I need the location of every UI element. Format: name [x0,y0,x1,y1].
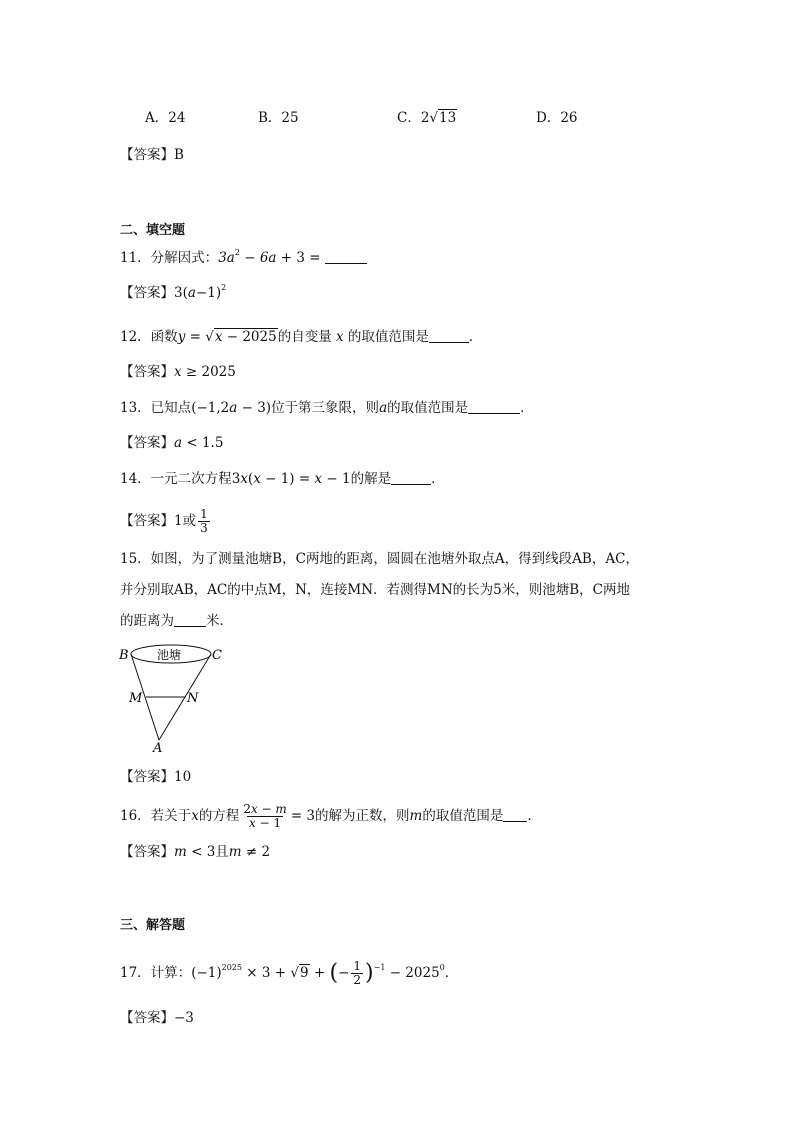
question-15-line3: 的距离为 米． [120,613,233,629]
question-12: 12．函数y = √x − 2025的自变量 x 的取值范围是 ． [120,329,483,345]
option-d: D．26 [536,110,578,126]
question-13: 13．已知点(−1,2a − 3)位于第三象限，则a的取值范围是 ． [120,400,534,416]
question-15-line1: 15．如图，为了测量池塘B，C两地的距离，圆圆在池塘外取点A，得到线段AB，AC， [120,551,639,567]
question-16: 16．若关于x的方程 $\frac{2x - m}{x - 1}$ = 3的解为正数，则m的取值范围是 ． [120,802,541,830]
question-11: 11．分解因式：$3a^2 - 6a + 3$ = [120,248,367,268]
question-14: 14．一元二次方程3x(x − 1) = x − 1的解是 ． [120,471,445,487]
answer-q14: 【答案】1或 $\frac{1}{3}$ [120,507,208,535]
section-heading-solve: 三、解答题 [120,918,186,933]
point-c-label: C [212,648,222,663]
point-n-label: N [187,691,199,706]
answer-q17: 【答案】−3 [120,1010,194,1026]
question-15-line2: 并分别取AB，AC的中点M，N，连接MN．若测得MN的长为5米，则池塘B，C两地 [120,582,630,598]
answer-q11: 【答案】$3(a-1)^2$ [120,283,227,301]
point-a-label: A [153,741,163,755]
answer-q10: 【答案】B [120,147,184,163]
option-a: A．24 [145,110,186,126]
answer-q12: 【答案】x ≥ 2025 [120,364,236,380]
answer-q15: 【答案】10 [120,769,192,785]
section-heading-fill-in: 二、填空题 [120,223,186,238]
answer-q13: 【答案】a < 1.5 [120,435,224,451]
option-b: B．25 [258,110,299,126]
question-17: 17．计算：$(-1)^{2025} \times 3 + √9$ + (− $\frac{1}{2}$ )$^{-1} - 2025^0$． [120,959,459,987]
option-c: C．2√13 [397,110,457,126]
pond-diagram [115,640,225,755]
pond-label: 池塘 [157,648,182,662]
point-m-label: M [129,691,143,706]
point-b-label: B [119,648,129,663]
answer-blank [325,249,367,264]
answer-q16: 【答案】m < 3且m ≠ 2 [120,844,271,860]
